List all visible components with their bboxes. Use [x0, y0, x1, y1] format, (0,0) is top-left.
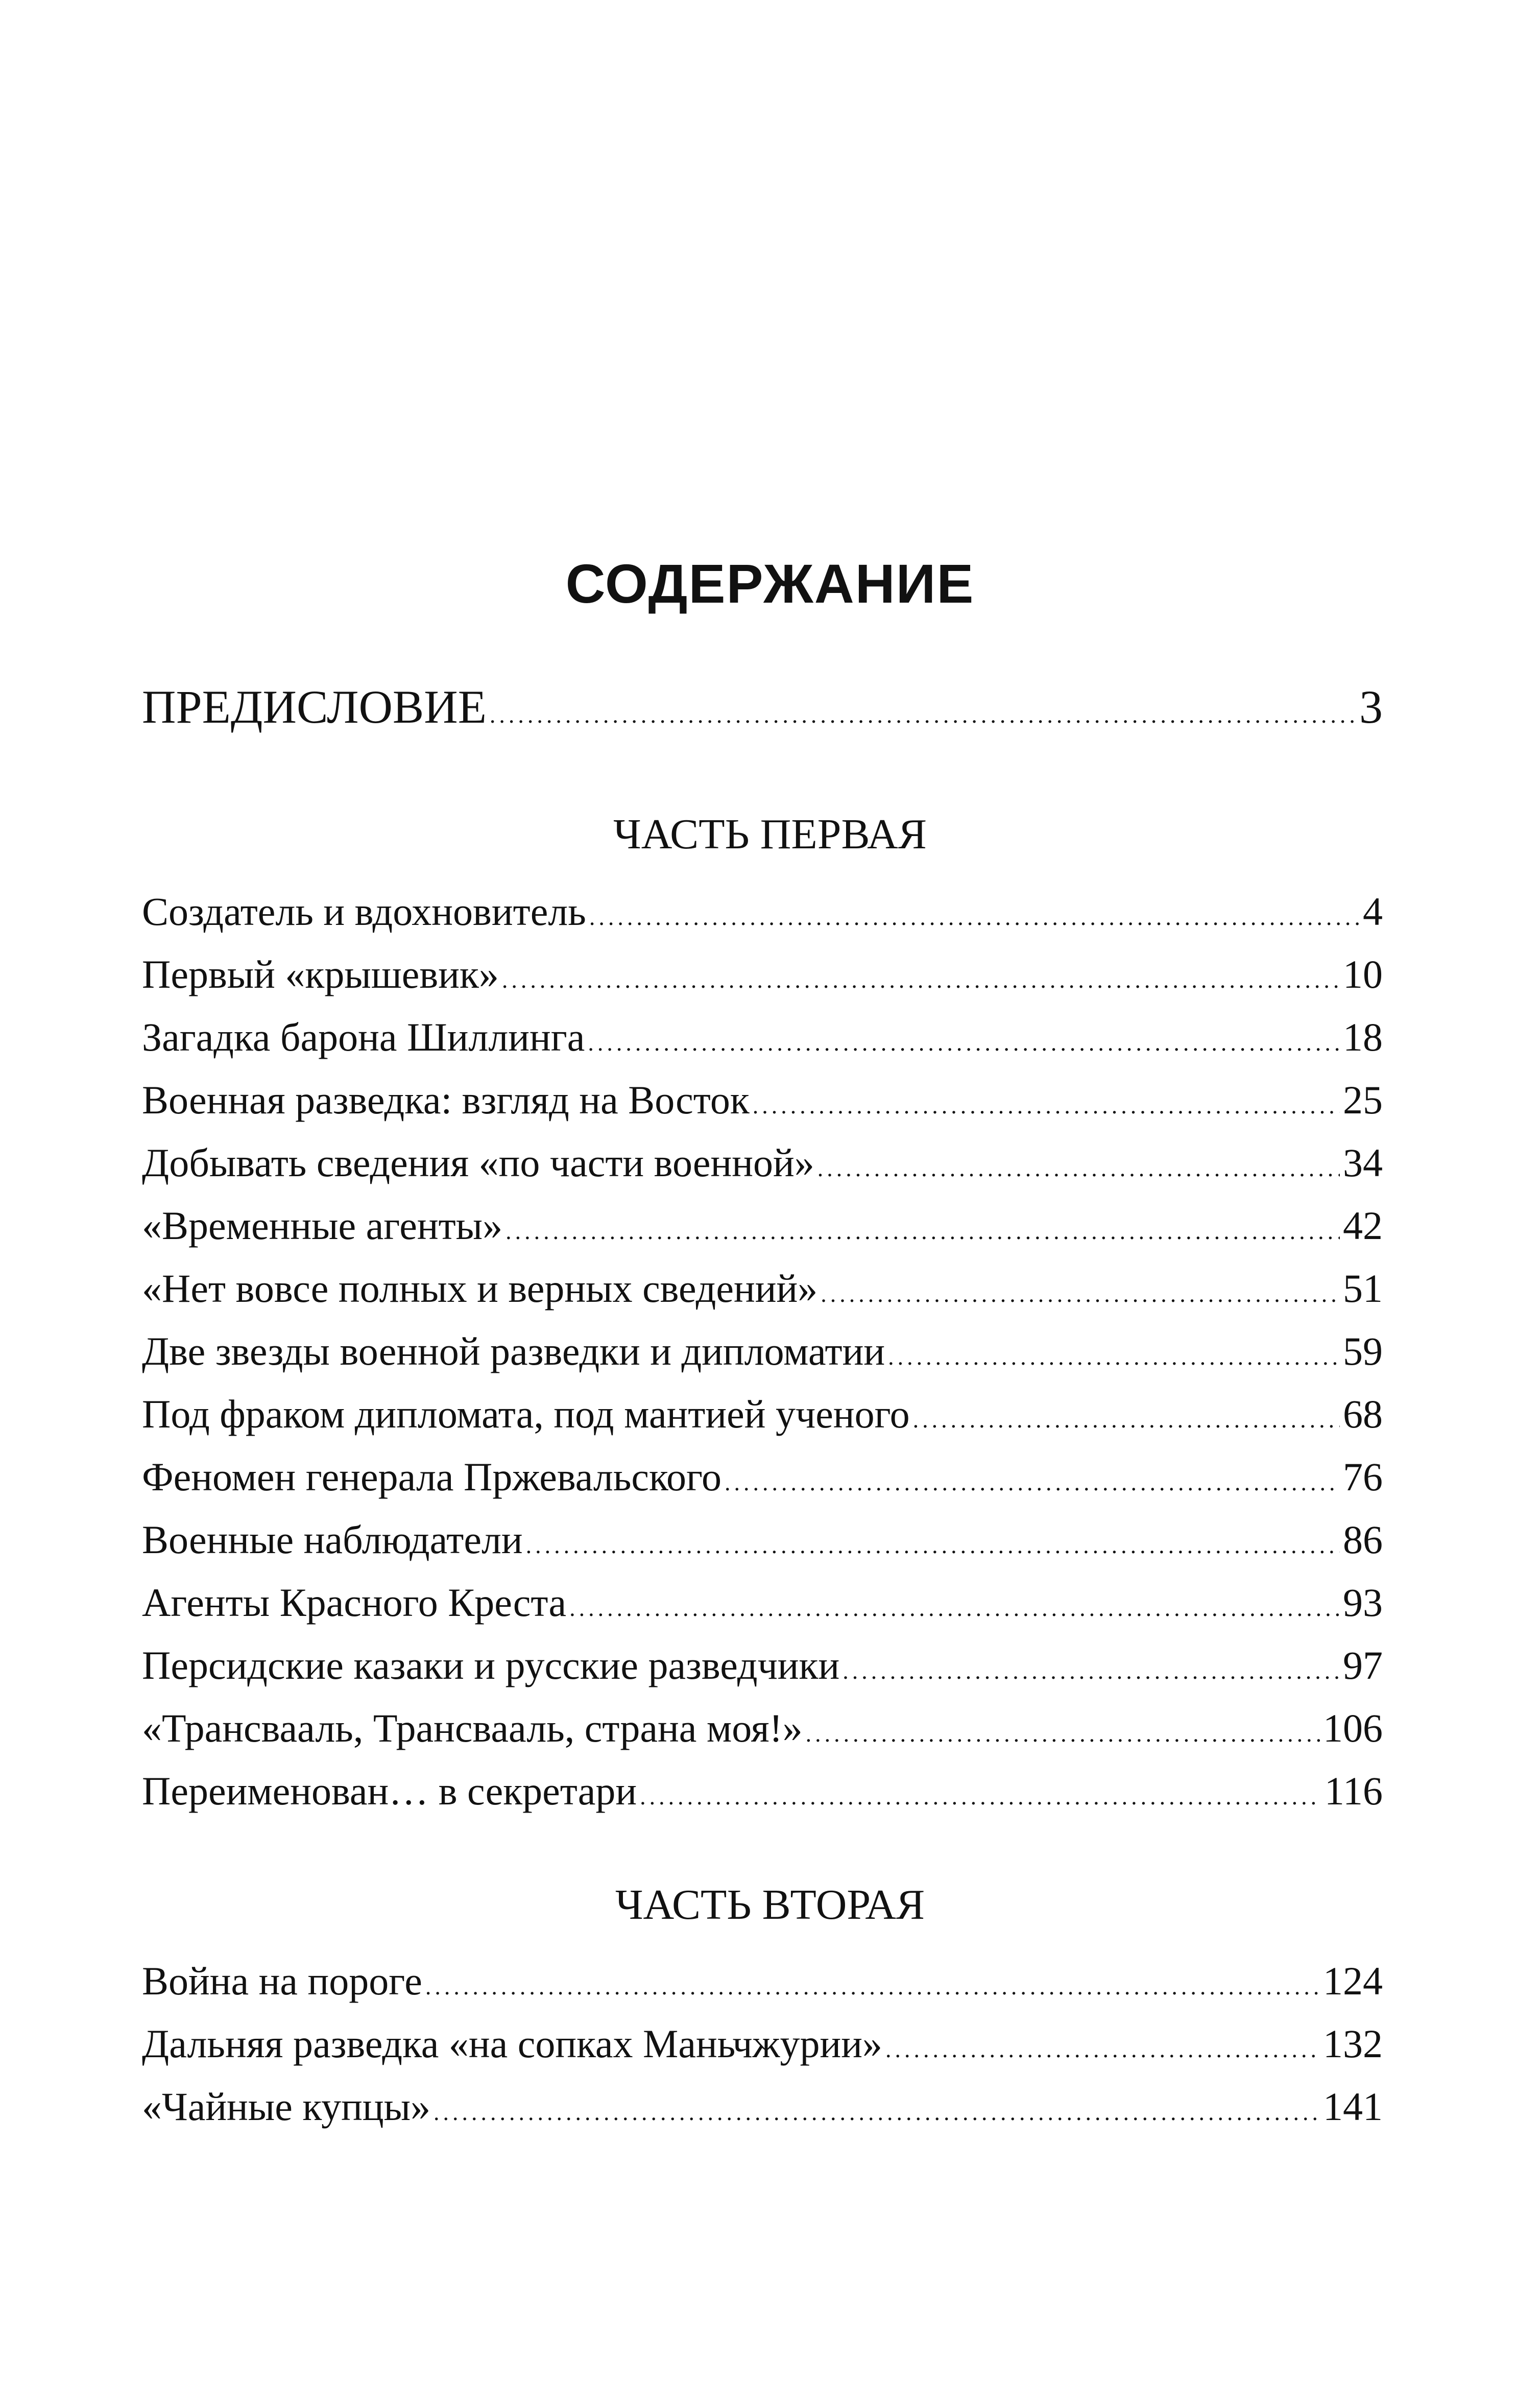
toc-entry-label: «Трансвааль, Трансвааль, страна моя!»: [142, 1706, 803, 1750]
toc-entry[interactable]: [142, 1017, 1383, 1057]
dot-leader: [806, 1722, 1320, 1746]
toc-entry-label: Переименован… в секретари: [142, 1769, 637, 1813]
toc-entry[interactable]: [142, 2084, 1383, 2129]
toc-entry-page: 18: [1343, 1015, 1383, 1059]
toc-entry-label: Добывать сведения «по части военной»: [142, 1140, 814, 1185]
toc-title: СОДЕРЖАНИЕ: [565, 553, 975, 614]
toc-entry-label: Две звезды военной разведки и дипломатии: [142, 1329, 885, 1373]
toc-entry-page: 68: [1343, 1392, 1383, 1436]
toc-entry-page: 25: [1343, 1078, 1383, 1122]
toc-entry-label: «Нет вовсе полных и верных сведений»: [142, 1266, 818, 1311]
toc-entry-label: Персидские казаки и русские разведчики: [142, 1643, 840, 1687]
toc-entry[interactable]: [142, 1457, 1383, 1497]
toc-entry-page: 4: [1363, 889, 1383, 934]
toc-entry-page: 106: [1323, 1706, 1383, 1750]
toc-entry-page: 42: [1343, 1203, 1383, 1248]
toc-entry-page: 76: [1343, 1455, 1383, 1499]
toc-entry[interactable]: [142, 952, 1383, 996]
toc-entry[interactable]: [142, 1708, 1383, 1748]
toc-entry-page: 116: [1324, 1769, 1383, 1813]
toc-entry-label: Военные наблюдатели: [142, 1517, 523, 1562]
dot-leader: [506, 1220, 1340, 1243]
toc-entry[interactable]: [142, 1643, 1383, 1687]
toc-entry[interactable]: [142, 1771, 1383, 1811]
toc-entry-label: Первый «крышевик»: [142, 952, 499, 996]
toc-entry-page: 124: [1323, 1959, 1383, 2003]
dot-leader: [888, 1345, 1340, 1369]
dot-leader: [821, 1282, 1340, 1306]
dot-leader: [569, 1597, 1340, 1620]
dot-leader: [526, 1534, 1340, 1557]
toc-entry[interactable]: [142, 1331, 1383, 1371]
toc-entry-page: 10: [1343, 952, 1383, 996]
dot-leader: [425, 1975, 1320, 1998]
toc-entry-page: 59: [1343, 1329, 1383, 1373]
toc-entry-page: 141: [1323, 2084, 1383, 2129]
toc-entry[interactable]: [142, 1394, 1383, 1434]
toc-entry-label: Феномен генерала Пржевальского: [142, 1455, 722, 1499]
toc-entry-label: Война на пороге: [142, 1959, 422, 2003]
toc-entry[interactable]: [142, 1203, 1383, 1248]
toc-entry[interactable]: [142, 1517, 1383, 1562]
toc-entry[interactable]: [142, 1580, 1383, 1625]
toc-entry[interactable]: [142, 889, 1383, 934]
toc-entry-label: Военная разведка: взгляд на Восток: [142, 1078, 750, 1122]
dot-leader: [588, 1031, 1340, 1055]
toc-entry-label: ПРЕДИСЛОВИЕ: [142, 681, 487, 733]
dot-leader: [753, 1094, 1340, 1117]
dot-leader: [885, 2038, 1320, 2061]
toc-entry-page: 97: [1343, 1643, 1383, 1687]
toc-entry-label: «Чайные купцы»: [142, 2084, 431, 2129]
toc-entry-label: Загадка барона Шиллинга: [142, 1015, 585, 1059]
toc-entry-page: 132: [1323, 2021, 1383, 2066]
dot-leader: [640, 1785, 1321, 1808]
toc-entry-preface[interactable]: [142, 681, 1383, 733]
dot-leader: [434, 2101, 1320, 2124]
dot-leader: [913, 1408, 1340, 1432]
part-heading-2: ЧАСТЬ ВТОРАЯ: [615, 1881, 925, 1928]
toc-entry-page: 93: [1343, 1580, 1383, 1625]
toc-entry-page: 86: [1343, 1517, 1383, 1562]
toc-entry[interactable]: [142, 1266, 1383, 1311]
toc-entry-page: 3: [1359, 681, 1383, 733]
toc-entry-label: Дальняя разведка «на сопках Маньчжурии»: [142, 2021, 882, 2066]
dot-leader: [502, 968, 1340, 992]
toc-entry-page: 51: [1343, 1266, 1383, 1311]
dot-leader: [843, 1659, 1340, 1683]
toc-entry-label: Под фраком дипломата, под мантией ученого: [142, 1392, 910, 1436]
toc-entry-label: Агенты Красного Креста: [142, 1580, 567, 1625]
toc-entry-label: «Временные агенты»: [142, 1203, 503, 1248]
toc-entry[interactable]: [142, 1080, 1383, 1120]
dot-leader: [490, 703, 1356, 727]
toc-entry-page: 34: [1343, 1140, 1383, 1185]
dot-leader: [589, 906, 1360, 929]
toc-entry[interactable]: [142, 2021, 1383, 2066]
dot-leader: [817, 1157, 1340, 1180]
toc-entry[interactable]: [142, 1961, 1383, 2001]
dot-leader: [725, 1471, 1340, 1494]
part-heading-1: ЧАСТЬ ПЕРВАЯ: [613, 811, 927, 858]
toc-entry-label: Создатель и вдохновитель: [142, 889, 586, 934]
toc-entry[interactable]: [142, 1140, 1383, 1185]
